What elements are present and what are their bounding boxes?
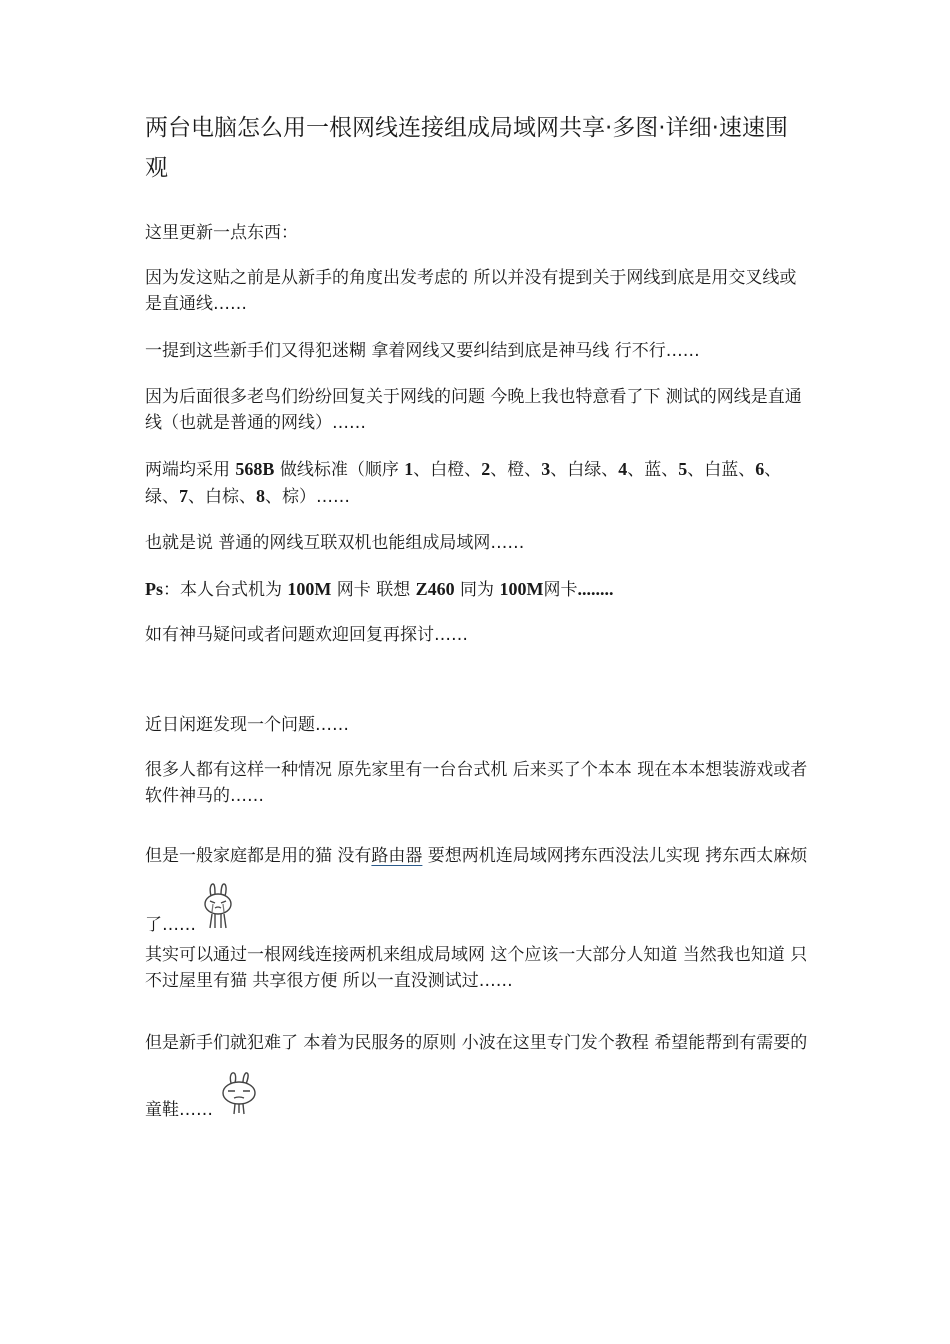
paragraph-ps: Ps：本人台式机为 100M 网卡 联想 Z460 同为 100M网卡........ — [145, 579, 614, 600]
paragraph-situation: 很多人都有这样一种情况 原先家里有一台台式机 后来买了个本本 现在本本想装游戏或者软件神马的…… — [145, 760, 808, 806]
paragraph-solution: 其实可以通过一根网线连接两机来组成局域网 这个应该一大部分人知道 当然我也知道 只不过屋里有猫 共享很方便 所以一直没测试过…… — [145, 945, 808, 991]
paragraph-update: 这里更新一点东西： — [145, 223, 298, 243]
router-link[interactable]: 路由器 — [371, 846, 423, 866]
paragraph-conclusion: 也就是说 普通的网线互联双机也能组成局域网…… — [145, 533, 525, 553]
paragraph-reason: 因为发这贴之前是从新手的角度出发考虑的 所以并没有提到关于网线到底是用交叉线或是直通线…… — [145, 268, 797, 314]
paragraph-confusion: 一提到这些新手们又得犯迷糊 拿着网线又要纠结到底是神马线 行不行…… — [145, 341, 700, 361]
paragraph-router: 但是一般家庭都是用的猫 没有路由器 要想两机连局域网拷东西没法儿实现 拷东西太麻烦了…… — [145, 830, 810, 951]
paragraph-questions: 如有神马疑问或者问题欢迎回复再探讨…… — [145, 625, 468, 645]
page-title: 两台电脑怎么用一根网线连接组成局域网共享·多图·详细·速速围观 — [145, 115, 788, 181]
smug-rabbit-icon — [219, 1071, 259, 1138]
paragraph-tutorial: 但是新手们就犯难了 本着为民服务的原则 小波在这里专门发个教程 希望能帮到有需要的童鞋…… — [145, 1015, 810, 1138]
paragraph-intro: 近日闲逛发现一个问题…… — [145, 715, 349, 735]
crying-rabbit-icon — [202, 882, 234, 951]
paragraph-568b-standard: 两端均采用 568B 做线标准（顺序 1、白橙、2、橙、3、白绿、4、蓝、5、白蓝、6、绿、7、白棕、8、棕）…… — [145, 459, 782, 507]
paragraph-cable-test: 因为后面很多老鸟们纷纷回复关于网线的问题 今晚上我也特意看了下 测试的网线是直通线（也就是普通的网线）…… — [145, 387, 802, 433]
